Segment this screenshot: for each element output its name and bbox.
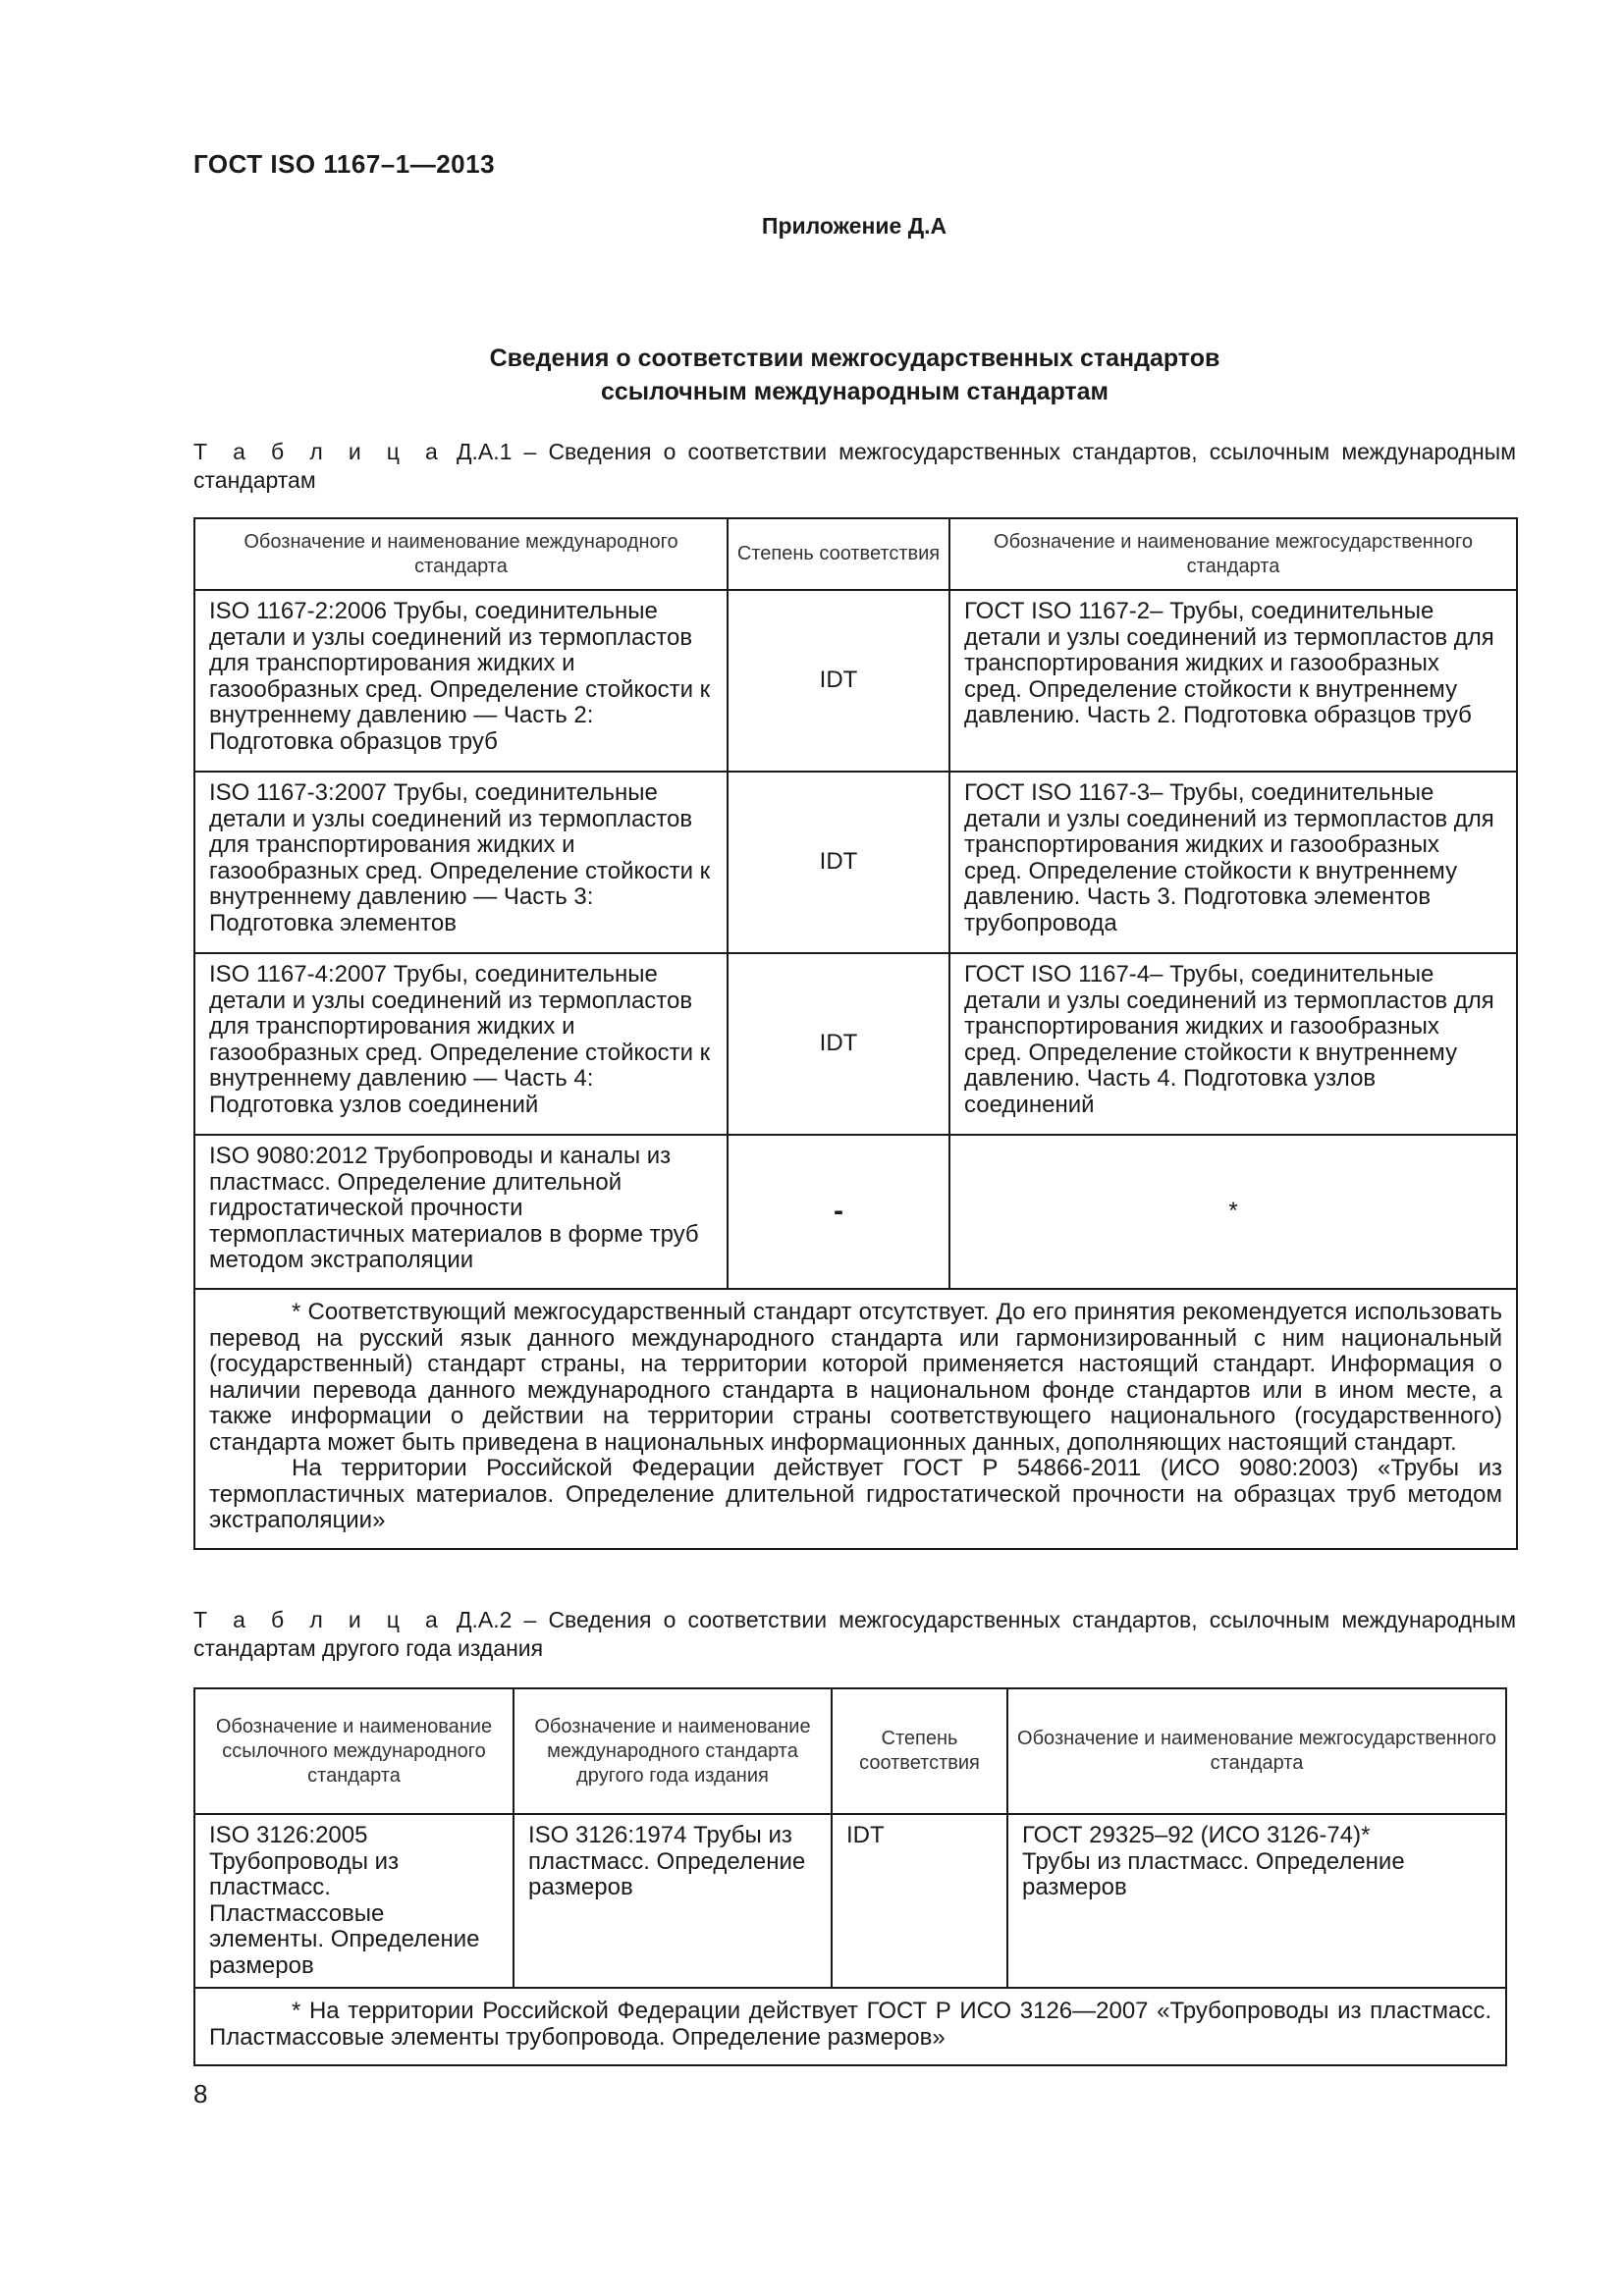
table-row <box>194 590 1517 772</box>
page-number: 8 <box>193 2079 208 2109</box>
heading-line-2: ссылочным международным стандартам <box>600 378 1109 405</box>
header-cell: Степень соответствия <box>832 1688 1007 1814</box>
table-1 <box>193 517 1518 1550</box>
intl-standard-cell: ISO 1167-4:2007 Трубы, соединительные детали и узлы соединений из термопластов для транспортирования жидких и газообразных сред. Определение стойкости к внутреннему давлению — Часть 4: Подготовка узлов соединений <box>194 953 728 1135</box>
note-paragraph: * На территории Российской Федерации действует ГОСТ Р ИСО 3126—2007 «Трубопроводы из пластмасс. Пластмассовые элементы трубопровода. Определение размеров» <box>209 1998 1491 2051</box>
table1-caption-text: Д.А.1 – Сведения о соответствии межгосударственных стандартов, ссылочным международным стандартам <box>193 439 1517 493</box>
table1-caption-prefix: Т а б л и ц а <box>193 439 445 464</box>
table-note <box>194 1988 1506 2065</box>
section-heading <box>193 342 1516 408</box>
intl-standard-cell: ISO 9080:2012 Трубопроводы и каналы из пластмасс. Определение длительной гидростатической прочности термопластичных материалов в форме труб методом экстраполяции <box>194 1135 728 1289</box>
gost-code: ГОСТ 29325–92 (ИСО 3126-74)* <box>1022 1822 1371 1848</box>
degree-cell: IDT <box>728 953 949 1135</box>
other-year-standard-cell: ISO 3126:1974 Трубы из пластмасс. Определение размеров <box>514 1814 832 1988</box>
header-cell: Обозначение и наименование международного стандарта другого года издания <box>514 1688 832 1814</box>
gost-cell: ГОСТ ISO 1167-3– Трубы, соединительные детали и узлы соединений из термопластов для транспортирования жидких и газообразных сред. Определение стойкости к внутреннему давлению. Часть 3. Подготовка элементов трубопровода <box>949 772 1517 953</box>
document-code: ГОСТ ISO 1167–1—2013 <box>193 149 496 179</box>
table-note <box>194 1289 1517 1549</box>
table-2 <box>193 1687 1507 2066</box>
intl-standard-cell: ISO 1167-2:2006 Трубы, соединительные детали и узлы соединений из термопластов для транспортирования жидких и газообразных сред. Определение стойкости к внутреннему давлению — Часть 2: Подготовка образцов труб <box>194 590 728 772</box>
table-header-row <box>194 1688 1506 1814</box>
degree-cell: IDT <box>728 590 949 772</box>
header-cell: Обозначение и наименование межгосударственного стандарта <box>949 518 1517 590</box>
note-paragraph: * Соответствующий межгосударственный стандарт отсутствует. До его принятия рекомендуется использовать перевод на русский язык данного международного стандарта или гармонизированный с ним национальный (государственный) стандарт страны, на территории которой применяется настоящий стандарт. Информация о наличии перевода данного международного стандарта в национальном фонде стандартов или в ином месте, а также информации о действии на территории страны соответствующего национального (государственного) стандарта может быть приведена в национальных информационных данных, дополняющих настоящий стандарт. <box>209 1299 1502 1456</box>
table1-caption <box>193 438 1516 495</box>
gost-cell: ГОСТ ISO 1167-4– Трубы, соединительные детали и узлы соединений из термопластов для транспортирования жидких и газообразных сред. Определение стойкости к внутреннему давлению. Часть 4. Подготовка узлов соединений <box>949 953 1517 1135</box>
table-note-row <box>194 1988 1506 2065</box>
heading-line-1: Сведения о соответствии межгосударственных стандартов <box>489 345 1220 372</box>
table-row <box>194 1814 1506 1988</box>
header-cell: Обозначение и наименование межгосударственного стандарта <box>1007 1688 1506 1814</box>
ref-standard-cell: ISO 3126:2005 Трубопроводы из пластмасс. Пластмассовые элементы. Определение размеров <box>194 1814 514 1988</box>
degree-cell: IDT <box>832 1814 1007 1988</box>
degree-cell: - <box>728 1135 949 1289</box>
table-header-row <box>194 518 1517 590</box>
header-cell: Обозначение и наименование международного стандарта <box>194 518 728 590</box>
gost-cell <box>1007 1814 1506 1988</box>
table2-caption <box>193 1606 1516 1663</box>
gost-cell: * <box>949 1135 1517 1289</box>
note-paragraph: На территории Российской Федерации действует ГОСТ Р 54866-2011 (ИСО 9080:2003) «Трубы из термопластичных материалов. Определение длительной гидростатической прочности на образцах труб методом экстраполяции» <box>209 1455 1502 1533</box>
table-row <box>194 1135 1517 1289</box>
degree-cell: IDT <box>728 772 949 953</box>
table2-caption-text: Д.А.2 – Сведения о соответствии межгосударственных стандартов, ссылочным международным стандартам другого года издания <box>193 1607 1517 1661</box>
table-note-row <box>194 1289 1517 1549</box>
header-cell: Обозначение и наименование ссылочного международного стандарта <box>194 1688 514 1814</box>
appendix-title: Приложение Д.А <box>761 213 947 239</box>
table2-caption-prefix: Т а б л и ц а <box>193 1607 445 1632</box>
table-row <box>194 772 1517 953</box>
table-row <box>194 953 1517 1135</box>
gost-cell: ГОСТ ISO 1167-2– Трубы, соединительные детали и узлы соединений из термопластов для транспортирования жидких и газообразных сред. Определение стойкости к внутреннему давлению. Часть 2. Подготовка образцов труб <box>949 590 1517 772</box>
intl-standard-cell: ISO 1167-3:2007 Трубы, соединительные детали и узлы соединений из термопластов для транспортирования жидких и газообразных сред. Определение стойкости к внутреннему давлению — Часть 3: Подготовка элементов <box>194 772 728 953</box>
gost-title: Трубы из пластмасс. Определение размеров <box>1022 1847 1405 1900</box>
header-cell: Степень соответствия <box>728 518 949 590</box>
